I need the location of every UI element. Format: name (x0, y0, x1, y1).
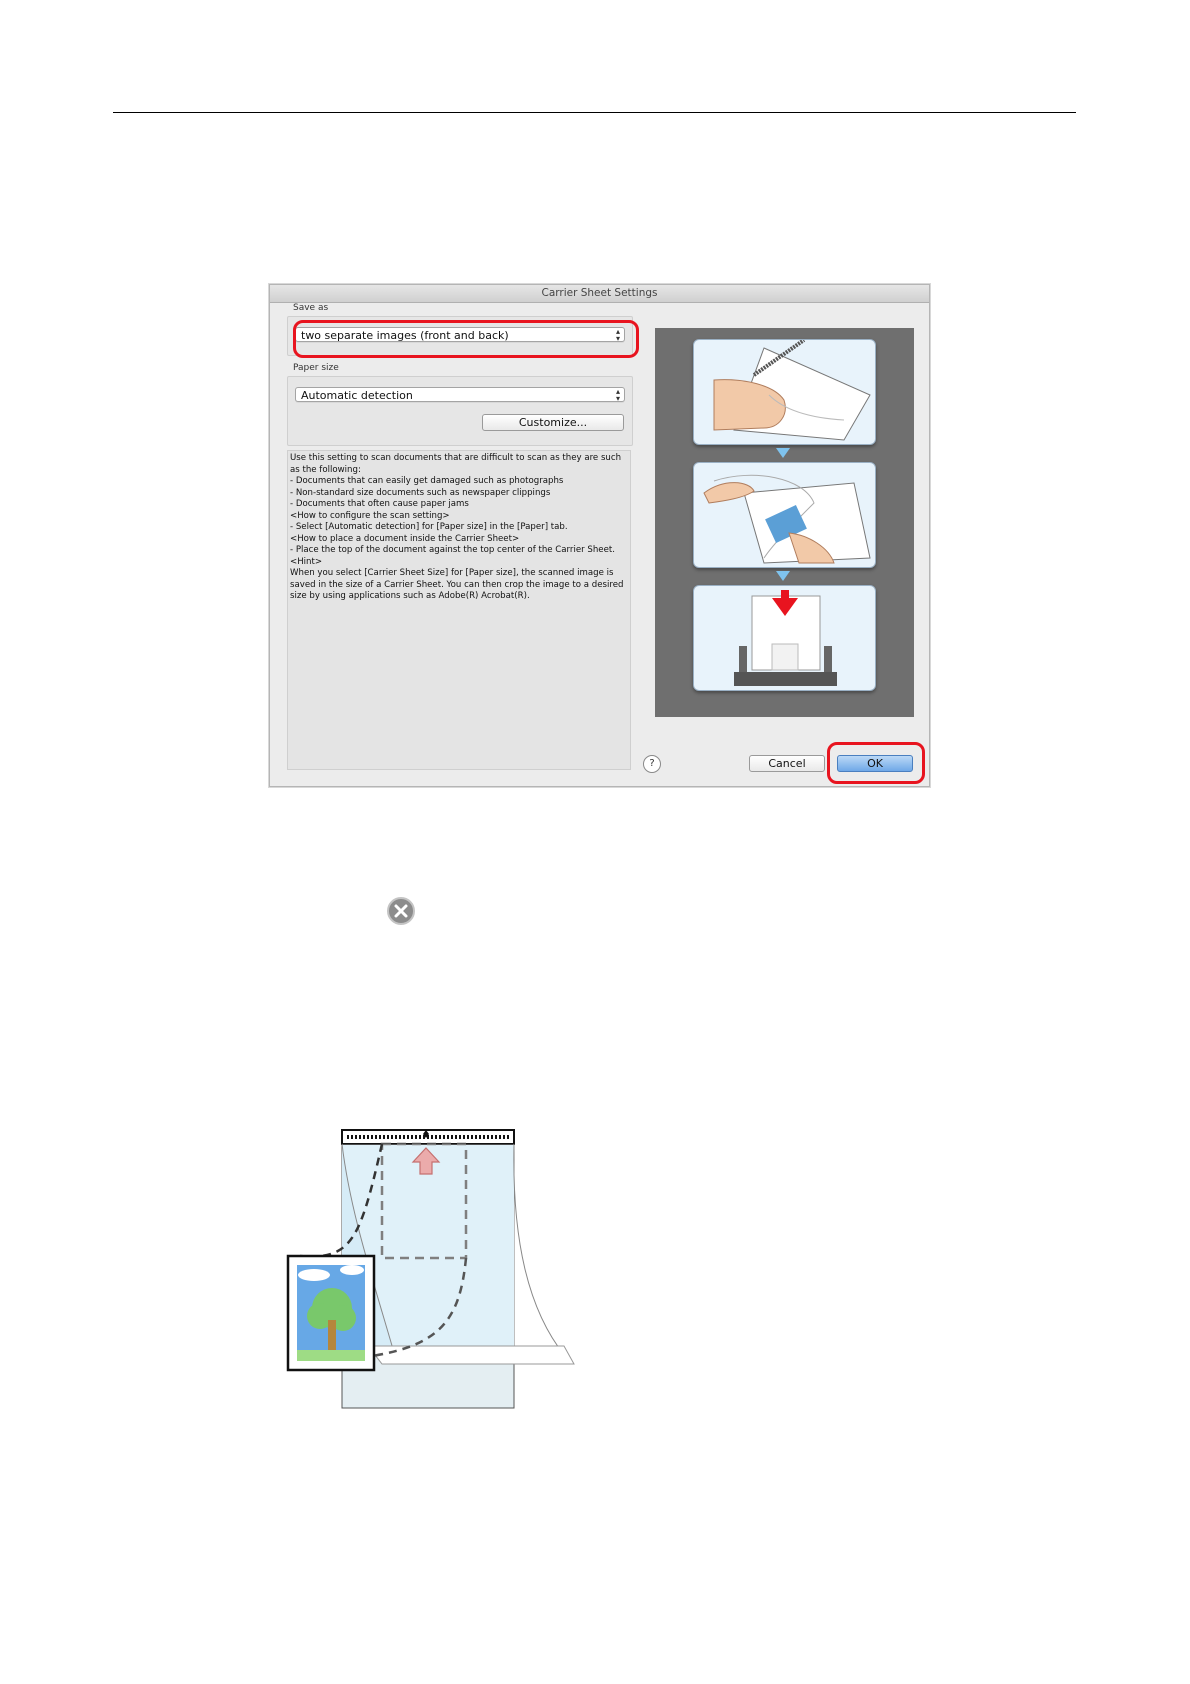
ok-highlight (827, 742, 925, 784)
load-scanner-illustration (694, 586, 875, 690)
carrier-sheet-diagram (280, 1120, 580, 1420)
insert-document-illustration (694, 463, 875, 567)
down-triangle-icon (776, 448, 790, 458)
description-line: - Select [Automatic detection] for [Paper size] in the [Paper] tab. (290, 522, 568, 532)
paper-size-label: Paper size (293, 363, 339, 373)
dialog-title: Carrier Sheet Settings (541, 287, 658, 299)
paper-size-select-value: Automatic detection (301, 389, 413, 402)
step-2-image (693, 462, 876, 568)
description-panel (287, 450, 631, 770)
top-rule (113, 112, 1076, 113)
description-line: <How to configure the scan setting> (290, 510, 450, 521)
carrier-sheet-settings-dialog (269, 284, 930, 787)
step-1-image (693, 339, 876, 445)
save-as-select-value: two separate images (front and back) (301, 329, 509, 342)
cancel-button[interactable]: Cancel (749, 755, 825, 772)
step-3-image (693, 585, 876, 691)
description-line: - Non-standard size documents such as newspaper clippings (290, 487, 551, 498)
down-triangle-icon (776, 571, 790, 581)
open-carrier-sheet-illustration (694, 340, 875, 444)
up-down-arrows-icon: ▴ ▾ (615, 327, 620, 343)
description-line: - Place the top of the document against the top center of the Carrier Sheet. (290, 545, 615, 555)
description-line: <How to place a document inside the Carrier Sheet> (290, 533, 520, 544)
description-line: <Hint> (290, 556, 323, 567)
description-line: - Documents that can easily get damaged such as photographs (290, 476, 564, 486)
paper-size-select[interactable] (295, 387, 625, 402)
close-icon (386, 896, 416, 926)
customize-button[interactable]: Customize... (482, 414, 624, 431)
description-line: When you select [Carrier Sheet Size] for [Paper size], the scanned image is saved in the size of a Carrier Sheet. You can then crop the image to a desired size by using applications such as Adobe(R) Acrobat(R). (290, 568, 627, 601)
up-down-arrows-icon: ▴ ▾ (615, 387, 620, 403)
description-line: - Documents that often cause paper jams (290, 499, 469, 509)
description-line: Use this setting to scan documents that are difficult to scan as they are such as the following: (290, 453, 624, 475)
help-button[interactable]: ? (643, 755, 661, 773)
dialog-titlebar (270, 285, 929, 303)
save-as-highlight (293, 320, 639, 358)
instruction-illustration-panel (655, 328, 914, 717)
ok-button[interactable]: OK (837, 755, 913, 772)
save-as-label: Save as (293, 303, 329, 313)
